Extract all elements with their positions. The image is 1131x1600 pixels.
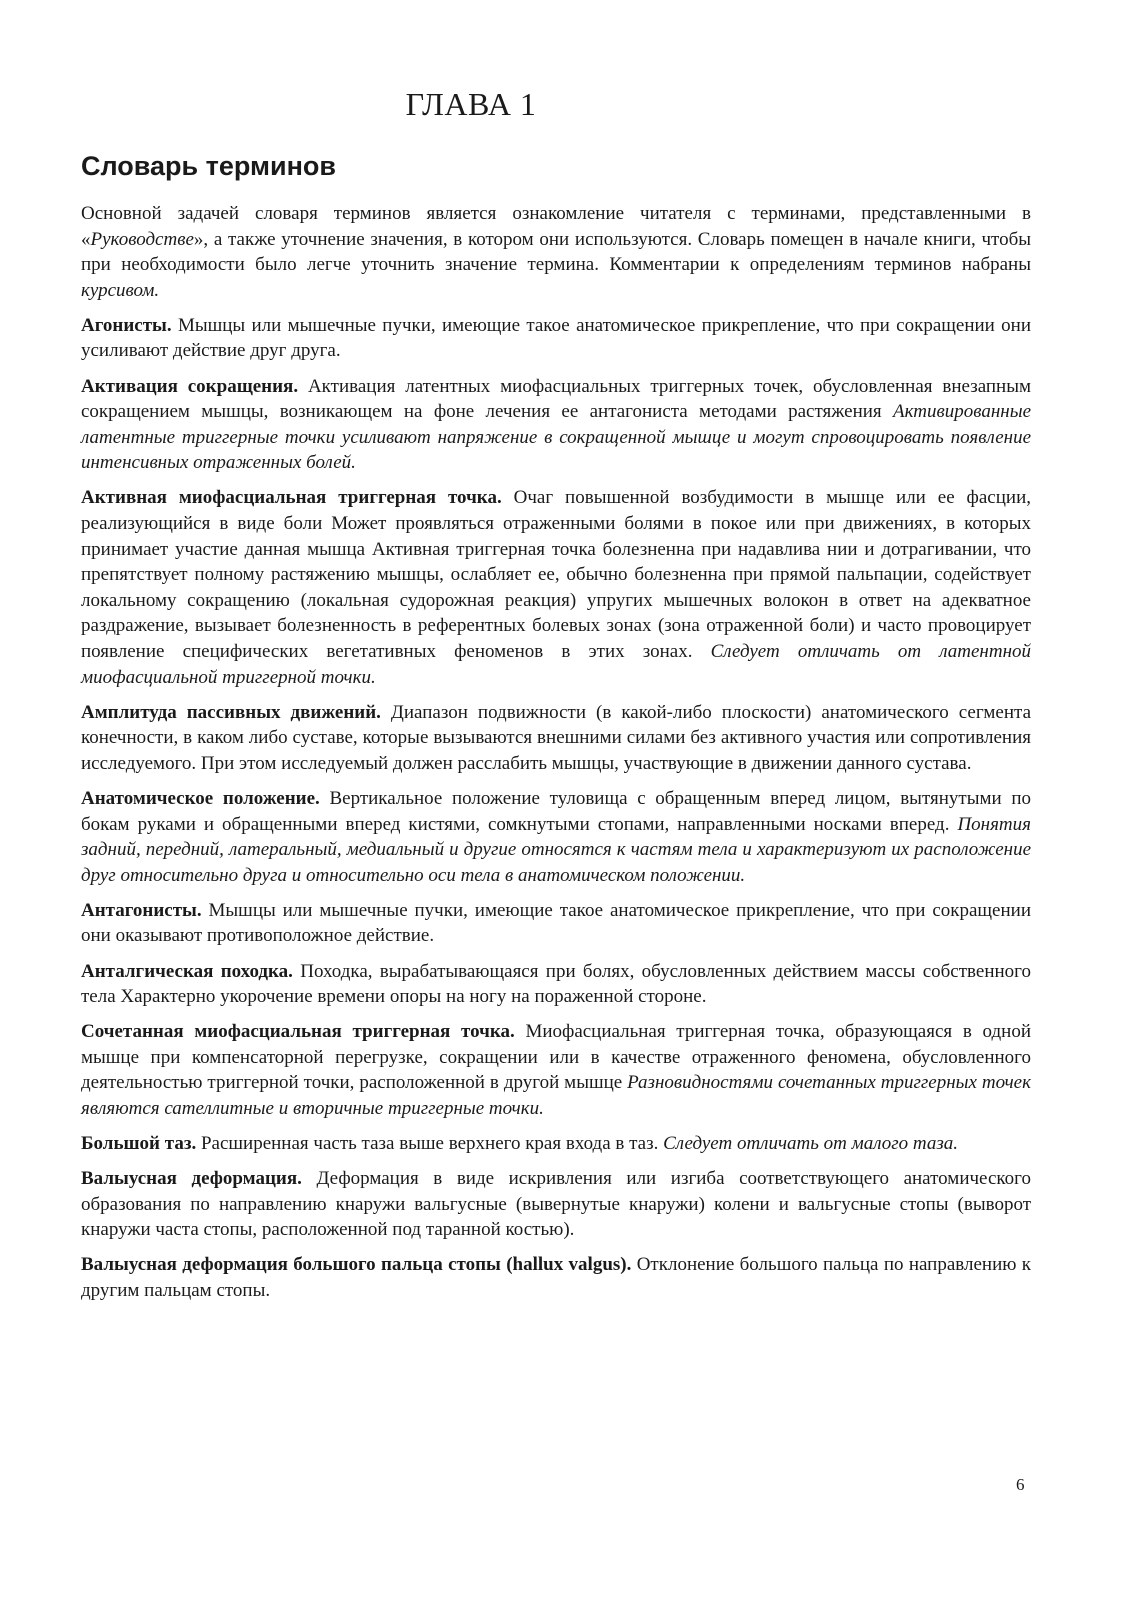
glossary-entry-contraction-activation [81,374,1031,476]
glossary-entry-antagonists [81,898,1031,949]
glossary-entry-antalgic-gait [81,959,1031,1010]
entry-definition: Диапазон подвижности (в какой-либо плоскости) анатомического сегмента конечности, в каком либо суставе, которые вызываются внешними силами без активного участия или сопротивления исследуемого. При этом исследуемый должен расслабить мышцы, участвующие в движении данного сустава. [81,701,1031,774]
entry-comment: Следует отличать от малого таза. [663,1133,959,1155]
entry-term: Большой таз. [81,1133,197,1155]
entry-definition: Расширенная часть таза выше верхнего края входа в таз. [196,1133,664,1155]
glossary-entry-anatomical-position [81,786,1031,888]
section-title: Словарь терминов [81,151,336,181]
entry-definition: Активация латентных миофасциальных триггерных точек, обусловленная внезапным сокращением мышцы, возникающем на фоне лечения ее антагониста методами растяжения [81,375,1032,423]
glossary-entry-hallux-valgus [81,1252,1031,1303]
entry-definition: Отклонение большого пальца по направлению к другим пальцам стопы. [81,1254,1031,1302]
page-number: 6 [1016,1475,1025,1494]
entry-term: Активная миофасциальная триггерная точка. [81,487,502,509]
entry-term: Агонисты. [81,314,172,336]
entry-term: Сочетанная миофасциальная триггерная точка. [81,1021,515,1043]
glossary-entry-greater-pelvis [81,1131,1031,1157]
entry-comment: Понятия задний, передний, латеральный, медиальный и другие относятся к частям тела и характеризуют их расположение друг относительно друга и относительно оси тела в анатомическом положении. [81,813,1031,886]
glossary-entry-associated-trigger-point [81,1019,1031,1121]
entry-term: Анталгическая походка. [81,960,293,982]
intro-text-2: », а также уточнение значения, в котором они используются. Словарь помещен в начале книги, чтобы при необходимости было легче уточнить значение термина. Комментарии к определениям терминов набраны [81,228,1031,276]
entry-comment: Следует отличать от латентной миофасциальной триггерной точки. [81,641,1032,688]
entry-definition: Мышцы или мышечные пучки, имеющие такое анатомическое прикрепление, что при сокращении они оказывают противоположное действие. [81,899,1031,947]
entry-term: Антагонисты. [81,899,202,921]
glossary-entry-passive-range [81,700,1031,777]
entry-term: Активация сокращения. [81,375,299,397]
entry-comment: Активированные латентные триггерные точки усиливают напряжение в сокращенной мышце и могут спровоцировать появление интенсивных отраженных болей. [81,401,1031,474]
glossary-entry-active-trigger-point [81,485,1031,690]
entry-term: Валыусная деформация. [81,1168,302,1190]
chapter-heading: ГЛАВА 1 [405,86,537,122]
entry-term: Амплитуда пассивных движений. [81,701,381,723]
entry-definition: Мышцы или мышечные пучки, имеющие такое анатомическое прикрепление, что при сокращении они усиливают действие друг друга. [81,314,1031,362]
entry-definition: Миофасциальная триггерная точка, образующаяся в одной мышце при компенсаторной перегрузке, сокращении или в качестве отраженного феномена, обусловленного деятельностью триггерной точки, расположенной в другой мышце [81,1021,1031,1094]
entry-definition: Деформация в виде искривления или изгиба соответствующего анатомического образования по направлению кнаружи вальгусные (вывернутые кнаружи) колени и вальгусные стопы (выворот кнаружи часта стопы, расположенной под таранной костью). [81,1168,1031,1241]
intro-text-1: Основной задачей словаря терминов является ознакомление читателя с терминами, представленными в « [81,203,1031,250]
intro-italic-1: Руководстве [90,228,194,250]
glossary-entry-valgus-deformity [81,1166,1031,1243]
entry-definition: Очаг повышенной возбудимости в мышце или ее фасции, реализующийся в виде боли Может проявляться отраженными болями в покое или при движениях, в которых принимает участие данная мышца Активная триггерная точка болезненна при надавлива нии и дотрагивании, что препятствует полному растяжению мышцы, ослабляет ее, обычно болезненна при прямой пальпации, содействует локальному сокращению (локальная судорожная реакция) упругих мышечных волокон в ответ на адекватное раздражение, вызывает болезненность в референтных болевых зонах (зона отраженной боли) и часто провоцирует появление специфических вегетативных феноменов в этих зонах. [81,487,1031,662]
intro-italic-2: курсивом. [81,279,160,301]
entry-term: Анатомическое положение. [81,787,320,809]
entry-definition: Походка, вырабатывающаяся при болях, обусловленных действием массы собственного тела Характерно укорочение времени опоры на ногу на пораженной стороне. [81,960,1031,1008]
entry-definition: Вертикальное положение туловища с обращенным вперед лицом, вытянутыми по бокам руками и обращенными вперед кистями, сомкнутыми стопами, направленными носками вперед. [81,787,1031,835]
intro-paragraph [81,201,1031,303]
glossary-entry-agonists [81,313,1031,364]
entry-term: Валыусная деформация большого пальца стопы (hallux valgus). [81,1254,632,1276]
glossary-content [81,201,1031,1313]
entry-comment: Разновидностями сочетанных триггерных точек являются сателлитные и вторичные триггерные точки. [81,1072,1031,1119]
